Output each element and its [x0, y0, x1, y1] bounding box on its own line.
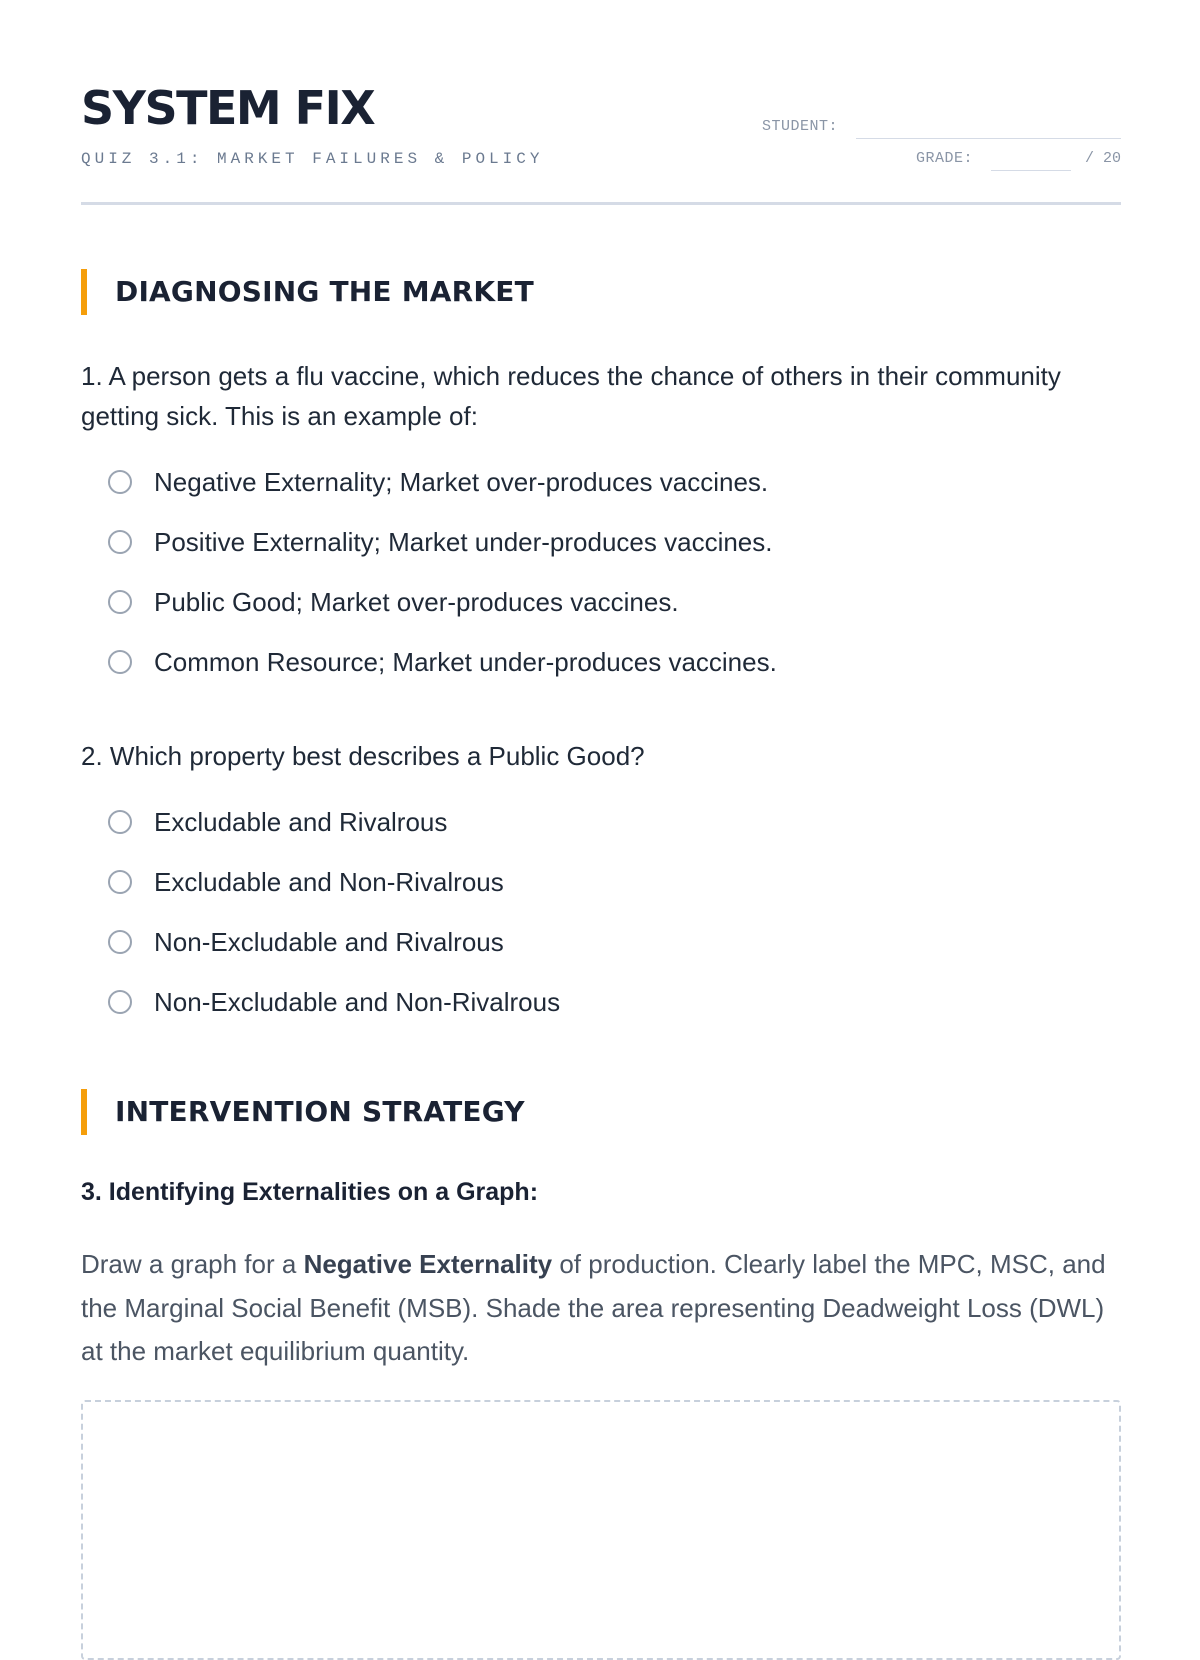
question-3-instructions [81, 1243, 1121, 1374]
grade-total: / 20 [1085, 150, 1122, 167]
quiz-subtitle: QUIZ 3.1: MARKET FAILURES & POLICY [81, 150, 544, 168]
instructions-text: of production. Clearly label the MPC, MSC, and the Marginal Social Benefit (MSB). Shade the area representing Deadweight Loss (DWL) at the market equilibrium quantity. [81, 1249, 1106, 1366]
section-title: DIAGNOSING THE MARKET [115, 275, 534, 308]
radio-button[interactable] [108, 530, 132, 554]
radio-button[interactable] [108, 470, 132, 494]
radio-button[interactable] [108, 810, 132, 834]
option-label: Public Good; Market over-produces vaccines. [154, 587, 679, 617]
option-label: Negative Externality; Market over-produces vaccines. [154, 467, 769, 497]
quiz-header [81, 0, 1121, 205]
radio-button[interactable] [108, 990, 132, 1014]
question-3-title: 3. Identifying Externalities on a Graph: [81, 1178, 539, 1206]
grade-field[interactable] [991, 170, 1071, 171]
student-name-field[interactable] [856, 138, 1121, 139]
option-label: Common Resource; Market under-produces vaccines. [154, 647, 777, 677]
radio-button[interactable] [108, 650, 132, 674]
option-label: Excludable and Non-Rivalrous [154, 867, 504, 897]
instructions-text: Draw a graph for a [81, 1249, 304, 1279]
radio-button[interactable] [108, 930, 132, 954]
section-title: INTERVENTION STRATEGY [115, 1095, 525, 1128]
question-2-prompt: 2. Which property best describes a Public Good? [81, 741, 645, 771]
option-label: Non-Excludable and Rivalrous [154, 927, 504, 957]
radio-button[interactable] [108, 590, 132, 614]
question-1-prompt: 1. A person gets a flu vaccine, which reduces the chance of others in their community getting sick. This is an example of: [81, 361, 1061, 431]
option-label: Excludable and Rivalrous [154, 807, 448, 837]
section-accent-bar [81, 1089, 87, 1135]
graph-drawing-area[interactable] [81, 1400, 1121, 1660]
radio-button[interactable] [108, 870, 132, 894]
page-title: SYSTEM FIX [81, 81, 375, 135]
option-label: Non-Excludable and Non-Rivalrous [154, 987, 561, 1017]
student-label: STUDENT: [762, 118, 839, 135]
instructions-emphasis: Negative Externality [303, 1249, 553, 1279]
section-accent-bar [81, 269, 87, 315]
option-label: Positive Externality; Market under-produces vaccines. [154, 527, 773, 557]
grade-label: GRADE: [916, 150, 974, 167]
quiz-page [81, 0, 1122, 1366]
